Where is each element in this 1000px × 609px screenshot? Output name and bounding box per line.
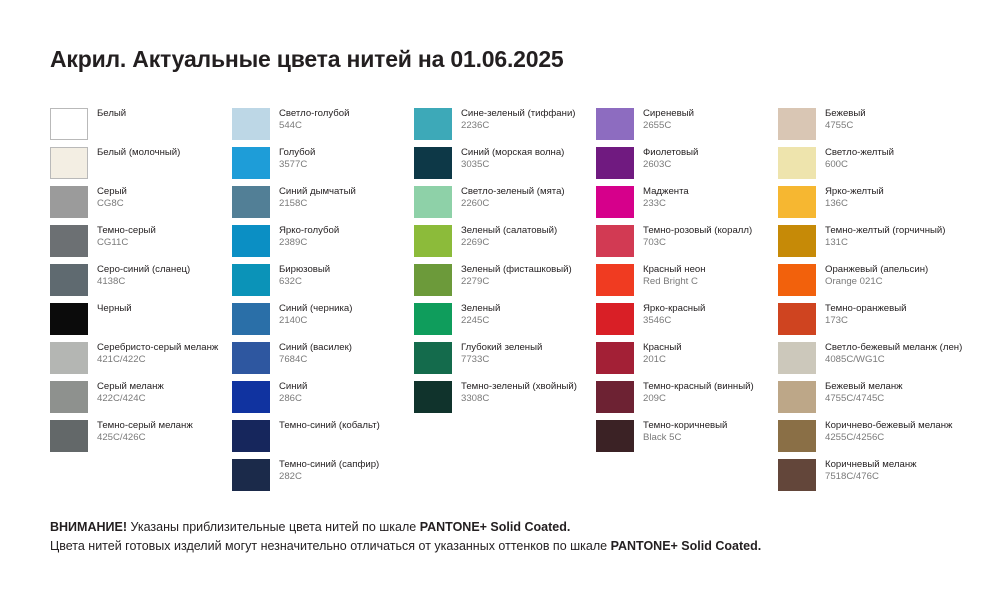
color-code: 2279C	[461, 276, 490, 288]
swatch-labels	[461, 342, 542, 366]
color-name: Маджента	[643, 186, 689, 197]
color-chip	[414, 108, 452, 140]
color-chip	[232, 420, 270, 452]
swatch-labels	[461, 225, 557, 249]
swatch-labels	[279, 264, 330, 288]
swatch-item	[778, 303, 960, 342]
color-name: Светло-зеленый (мята)	[461, 186, 565, 197]
swatch-item	[50, 303, 232, 342]
color-chip	[414, 342, 452, 374]
color-chip	[414, 225, 452, 257]
swatch-labels	[97, 147, 180, 159]
swatch-labels	[643, 108, 694, 132]
swatch-labels	[825, 225, 945, 249]
color-name: Белый (молочный)	[97, 147, 181, 158]
color-name: Оранжевый (апельсин)	[825, 264, 929, 275]
color-name: Темно-коричневый	[643, 420, 728, 431]
color-chip	[50, 225, 88, 257]
swatch-labels	[461, 108, 576, 132]
color-code: 4755C	[825, 120, 854, 132]
color-code: 3035C	[461, 159, 490, 171]
page-title: Акрил. Актуальные цвета нитей на 01.06.2025	[50, 46, 564, 72]
color-chip	[50, 342, 88, 374]
color-chip	[50, 186, 88, 218]
color-chip	[778, 420, 816, 452]
color-code: 632C	[279, 276, 302, 288]
color-code: 2269C	[461, 237, 490, 249]
color-chip	[778, 108, 816, 140]
swatch-item	[414, 225, 596, 264]
swatch-labels	[825, 186, 884, 210]
color-chip	[778, 303, 816, 335]
color-chip	[778, 225, 816, 257]
color-name: Коричнево-бежевый меланж	[825, 420, 953, 431]
color-code: 4138C	[97, 276, 126, 288]
swatch-item	[50, 108, 232, 147]
color-code: 282C	[279, 471, 302, 483]
color-chip	[778, 264, 816, 296]
swatch-labels	[97, 381, 164, 405]
color-name: Серый	[97, 186, 127, 197]
color-code: 2603C	[643, 159, 672, 171]
color-code: 209C	[643, 393, 666, 405]
swatch-item	[50, 381, 232, 420]
pantone-label-1: PANTONE+ Solid Coated.	[419, 520, 571, 534]
color-code: 2389C	[279, 237, 308, 249]
swatch-item	[596, 147, 778, 186]
color-name: Красный	[643, 342, 682, 353]
color-name: Синий дымчатый	[279, 186, 356, 197]
color-name: Коричневый меланж	[825, 459, 917, 470]
swatch-item	[414, 108, 596, 147]
color-chip	[232, 342, 270, 374]
color-chip	[232, 459, 270, 491]
swatch-column-3	[414, 108, 596, 498]
color-name: Красный неон	[643, 264, 706, 275]
color-name: Серо-синий (сланец)	[97, 264, 191, 275]
color-name: Сине-зеленый (тиффани)	[461, 108, 576, 119]
swatch-labels	[279, 186, 356, 210]
color-code: 3577C	[279, 159, 308, 171]
color-name: Темно-синий (сапфир)	[279, 459, 380, 470]
swatch-item	[232, 459, 414, 498]
color-chip	[414, 186, 452, 218]
pantone-label-2: PANTONE+ Solid Coated.	[610, 539, 762, 554]
swatch-item	[596, 264, 778, 303]
color-chip	[232, 264, 270, 296]
color-chip	[596, 381, 634, 413]
color-code: 286C	[279, 393, 302, 405]
color-chip	[778, 147, 816, 179]
swatch-item	[50, 342, 232, 381]
color-name: Светло-желтый	[825, 147, 895, 158]
color-name: Зеленый (салатовый)	[461, 225, 558, 236]
swatch-item	[414, 147, 596, 186]
color-code: 2260C	[461, 198, 490, 210]
color-chip	[596, 147, 634, 179]
swatch-labels	[279, 420, 380, 432]
swatch-labels	[279, 108, 349, 132]
swatch-item	[414, 342, 596, 381]
color-name: Зеленый (фисташковый)	[461, 264, 572, 275]
color-chip	[414, 147, 452, 179]
swatch-item	[778, 108, 960, 147]
swatch-labels	[643, 420, 727, 444]
color-name: Светло-голубой	[279, 108, 350, 119]
swatch-labels	[643, 264, 706, 288]
swatch-item	[596, 342, 778, 381]
color-code: 3308C	[461, 393, 490, 405]
color-chip	[232, 303, 270, 335]
color-chip	[596, 303, 634, 335]
color-code: Orange 021C	[825, 276, 883, 288]
swatch-item	[778, 147, 960, 186]
swatch-labels	[97, 264, 190, 288]
swatch-labels	[97, 225, 156, 249]
swatch-labels	[825, 381, 903, 405]
swatch-item	[778, 381, 960, 420]
swatch-item	[232, 147, 414, 186]
color-chip	[596, 264, 634, 296]
color-name: Ярко-красный	[643, 303, 706, 314]
swatch-labels	[279, 225, 339, 249]
swatch-item	[232, 342, 414, 381]
color-name: Белый	[97, 108, 127, 119]
color-chip	[778, 342, 816, 374]
color-code: 2158C	[279, 198, 308, 210]
swatch-item	[50, 264, 232, 303]
swatch-labels	[825, 108, 866, 132]
color-code: 600C	[825, 159, 848, 171]
color-code: 544C	[279, 120, 302, 132]
swatch-labels	[643, 225, 752, 249]
color-code: 425C/426C	[97, 432, 146, 444]
swatch-labels	[643, 147, 698, 171]
swatch-labels	[825, 420, 952, 444]
color-chip	[596, 108, 634, 140]
color-code: Red Bright C	[643, 276, 698, 288]
swatch-item	[596, 108, 778, 147]
color-name: Темно-серый меланж	[97, 420, 193, 431]
color-name: Темно-серый	[97, 225, 156, 236]
color-code: 4085C/WG1C	[825, 354, 885, 366]
color-chip	[414, 381, 452, 413]
swatch-labels	[825, 459, 917, 483]
swatch-labels	[279, 303, 352, 327]
swatch-column-2	[232, 108, 414, 498]
color-chip	[50, 264, 88, 296]
color-code: CG8C	[97, 198, 124, 210]
swatch-labels	[461, 303, 500, 327]
footer-line-2	[50, 537, 950, 556]
color-code: 421C/422C	[97, 354, 146, 366]
swatch-columns	[50, 108, 963, 498]
swatch-labels	[643, 342, 682, 366]
color-name: Фиолетовый	[643, 147, 699, 158]
swatch-item	[232, 381, 414, 420]
color-chip	[232, 186, 270, 218]
color-code: CG11C	[97, 237, 129, 249]
swatch-item	[778, 186, 960, 225]
color-chip	[50, 147, 88, 179]
swatch-item	[778, 342, 963, 381]
swatch-item	[232, 420, 414, 459]
swatch-item	[596, 225, 778, 264]
color-name: Темно-оранжевый	[825, 303, 907, 314]
swatch-item	[414, 186, 596, 225]
swatch-item	[232, 264, 414, 303]
swatch-labels	[461, 264, 572, 288]
color-name: Серебристо-серый меланж	[97, 342, 219, 353]
color-name: Синий (черника)	[279, 303, 353, 314]
color-chip	[50, 108, 88, 140]
color-code: 233C	[643, 198, 666, 210]
swatch-column-1	[50, 108, 232, 498]
swatch-item	[778, 225, 960, 264]
color-code: 703C	[643, 237, 666, 249]
color-code: 4255C/4256C	[825, 432, 885, 444]
swatch-labels	[279, 459, 379, 483]
color-chip	[232, 381, 270, 413]
color-name: Темно-синий (кобальт)	[279, 420, 380, 431]
color-name: Бежевый меланж	[825, 381, 903, 392]
color-chip	[596, 342, 634, 374]
swatch-item	[232, 186, 414, 225]
swatch-item	[50, 147, 232, 186]
swatch-labels	[279, 147, 315, 171]
swatch-item	[232, 225, 414, 264]
color-name: Темно-зеленый (хвойный)	[461, 381, 577, 392]
swatch-item	[232, 108, 414, 147]
color-code: 201C	[643, 354, 666, 366]
swatch-item	[50, 225, 232, 264]
color-code: 2245C	[461, 315, 490, 327]
color-chip	[778, 459, 816, 491]
color-name: Синий	[279, 381, 308, 392]
footer-line-2-text: Цвета нитей готовых изделий могут незначительно отличаться от указанных оттенков по шкале	[50, 539, 611, 554]
swatch-labels	[97, 108, 126, 120]
swatch-item	[232, 303, 414, 342]
color-code: 136C	[825, 198, 848, 210]
color-code: 3546C	[643, 315, 672, 327]
color-name: Синий (василек)	[279, 342, 352, 353]
color-name: Ярко-желтый	[825, 186, 884, 197]
swatch-labels	[643, 381, 754, 405]
swatch-item	[414, 303, 596, 342]
footer-note	[50, 518, 950, 557]
color-code: 2236C	[461, 120, 490, 132]
swatch-item	[596, 303, 778, 342]
color-chip	[50, 420, 88, 452]
swatch-labels	[825, 342, 962, 366]
color-name: Глубокий зеленый	[461, 342, 543, 353]
swatch-item	[778, 420, 960, 459]
color-name: Темно-красный (винный)	[643, 381, 754, 392]
color-code: 131C	[825, 237, 848, 249]
color-code: 7684C	[279, 354, 308, 366]
swatch-labels	[279, 381, 307, 405]
color-code: 7518C/476C	[825, 471, 879, 483]
swatch-labels	[643, 186, 689, 210]
footer-line-1	[50, 518, 950, 537]
swatch-labels	[643, 303, 705, 327]
swatch-item	[50, 186, 232, 225]
swatch-labels	[97, 186, 127, 210]
swatch-labels	[461, 186, 565, 210]
color-chip	[50, 303, 88, 335]
footer-line-1-text: Указаны приблизительные цвета нитей по шкале	[127, 520, 420, 534]
swatch-column-4	[596, 108, 778, 498]
swatch-labels	[461, 381, 577, 405]
color-name: Серый меланж	[97, 381, 164, 392]
color-chip	[778, 381, 816, 413]
swatch-item	[596, 186, 778, 225]
swatch-column-5	[778, 108, 963, 498]
swatch-labels	[279, 342, 352, 366]
color-chip	[596, 420, 634, 452]
swatch-labels	[825, 303, 907, 327]
color-chip	[414, 303, 452, 335]
swatch-labels	[97, 420, 193, 444]
color-chip	[50, 381, 88, 413]
swatch-item	[414, 264, 596, 303]
swatch-labels	[97, 303, 132, 315]
swatch-item	[778, 264, 960, 303]
swatch-item	[596, 420, 778, 459]
color-name: Бежевый	[825, 108, 866, 119]
color-name: Синий (морская волна)	[461, 147, 565, 158]
color-code: 7733C	[461, 354, 490, 366]
color-code: 2140C	[279, 315, 308, 327]
color-chip	[232, 108, 270, 140]
color-code: 173C	[825, 315, 848, 327]
color-chip	[596, 186, 634, 218]
attention-label: ВНИМАНИЕ!	[50, 520, 127, 534]
color-code: 4755C/4745C	[825, 393, 885, 405]
color-chip	[232, 147, 270, 179]
color-chip	[232, 225, 270, 257]
color-name: Темно-желтый (горчичный)	[825, 225, 946, 236]
color-name: Зеленый	[461, 303, 501, 314]
color-name: Бирюзовый	[279, 264, 331, 275]
swatch-labels	[97, 342, 232, 366]
color-chip	[778, 186, 816, 218]
color-name: Голубой	[279, 147, 316, 158]
swatch-item	[50, 420, 232, 459]
color-code: 2655C	[643, 120, 672, 132]
color-chip	[596, 225, 634, 257]
color-name: Сиреневый	[643, 108, 694, 119]
color-name: Светло-бежевый меланж (лен)	[825, 342, 963, 353]
swatch-item	[596, 381, 778, 420]
swatch-labels	[825, 264, 928, 288]
color-name: Темно-розовый (коралл)	[643, 225, 753, 236]
color-code: Black 5C	[643, 432, 682, 444]
swatch-labels	[461, 147, 564, 171]
color-code: 422C/424C	[97, 393, 146, 405]
color-chip	[414, 264, 452, 296]
swatch-labels	[825, 147, 894, 171]
color-name: Ярко-голубой	[279, 225, 340, 236]
swatch-item	[414, 381, 596, 420]
swatch-item	[778, 459, 960, 498]
color-name: Черный	[97, 303, 132, 314]
